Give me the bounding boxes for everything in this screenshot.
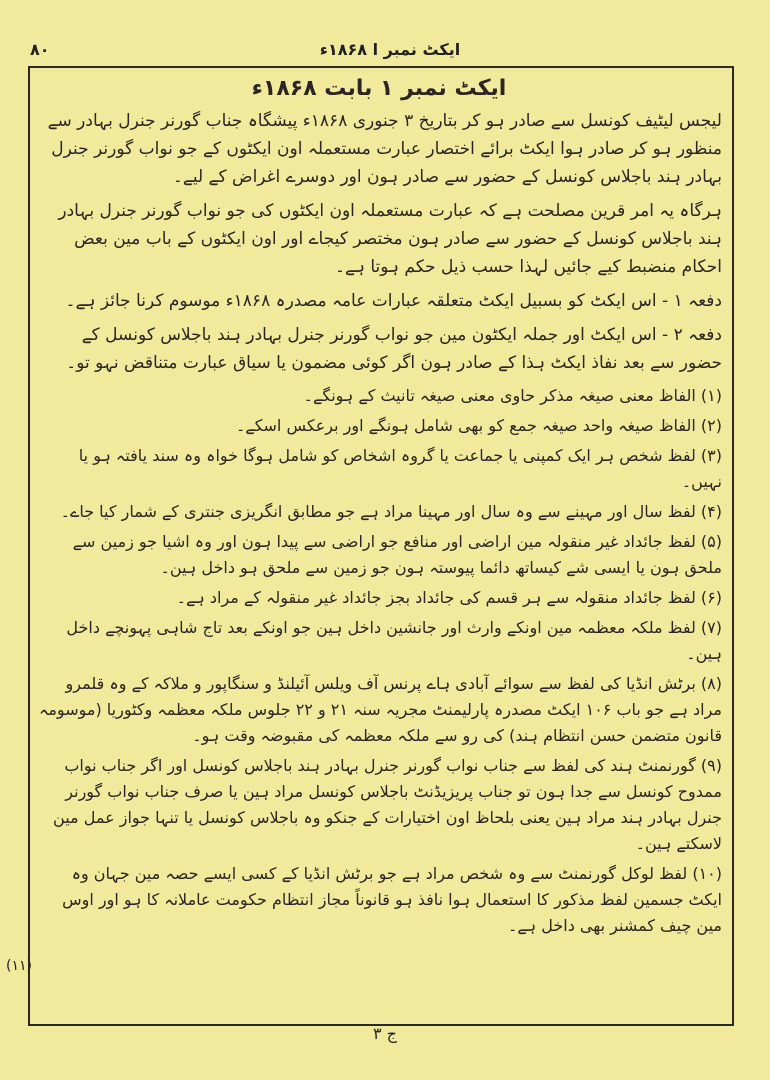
- document-body: [36, 74, 722, 1012]
- clause-8: (۸) برٹش انڈیا کی لفظ سے سوائے آبادی ہاے پرنس آف ویلس آئیلنڈ و سنگاپور و ملاکہ کے وہ قلمرو مراد ہے جو باب ۱۰۶ ایکٹ مصدرہ پارلیمنٹ مجریہ سنہ ۲۱ و ۲۲ جلوس ملکہ معظمہ وکٹوریا (موسومہ قانون متضمن حسن انتظام ہند) کی رو سے ملکہ معظمہ کی مقبوضہ وقت ہو۔: [38, 674, 722, 745]
- clause-7: (۷) لفظ ملکہ معظمہ مین اونکے وارث اور جانشین داخل ہین جو اونکے بعد تاج شاہی پہونچے داخل ہین۔: [66, 618, 722, 663]
- signature-mark: ج ۳: [372, 1024, 397, 1043]
- paragraph-whereas: ہرگاہ یہ امر قرین مصلحت ہے کہ عبارت مستعملہ اون ایکٹوں کی جو نواب گورنر جنرل بہادر ہند باجلاس کونسل کے حضور سے صادر ہون مختصر کیجاے اور اون ایکٹوں کے باب مین بعض احکام منضبط کیے جائیں لہذا حسب ذیل حکم ہوتا ہے۔: [58, 201, 722, 277]
- clause-5: (۵) لفظ جائداد غیر منقولہ مین اراضی اور منافع جو اراضی سے پیدا ہون اور وہ اشیا جو زمین سے ملحق ہون یا ایسی شے کیساتھ دائما پیوستہ ہون جو زمین سے ملحق ہو داخل ہین۔: [72, 532, 722, 577]
- margin-note: (۱۱): [6, 958, 32, 974]
- clause-6: (۶) لفظ جائداد منقولہ سے ہر قسم کی جائداد بجز جائداد غیر منقولہ کے مراد ہے۔: [176, 588, 722, 607]
- document-title: ایکٹ نمبر ۱ بابت ۱۸۶۸ء: [251, 76, 507, 101]
- clause-9: (۹) گورنمنٹ ہند کی لفظ سے جناب نواب گورنر جنرل بہادر ہند باجلاس کونسل اور اگر جناب نواب ممدوح کونسل سے جدا ہون تو جناب پریزیڈنٹ باجلاس کونسل مراد ہین یا صرف جناب نواب گورنر جنرل بہادر ہند مراد ہین یعنی بلحاظ اون اختیارات کے جنکو وہ باجلاس کونسل یا تنہا جواز عمل مین لاسکتے ہین۔: [53, 756, 722, 853]
- running-title: ایکٹ نمبر ا ۱۸۶۸ء: [319, 40, 461, 59]
- section-1: دفعہ ۱ - اس ایکٹ کو بسبیل ایکٹ متعلقہ عبارات عامہ مصدرہ ۱۸۶۸ء موسوم کرنا جائز ہے۔: [65, 291, 722, 311]
- section-2: دفعہ ۲ - اس ایکٹ اور جملہ ایکٹون مین جو نواب گورنر جنرل بہادر ہند باجلاس کونسل کے حضور سے بعد نفاذ ایکٹ ہذا کے صادر ہون اگر کوئی مضمون یا سیاق عبارت متناقض نہو تو۔: [66, 325, 722, 373]
- clause-10: (۱۰) لفظ لوکل گورنمنٹ سے وہ شخص مراد ہے جو برٹش انڈیا کے کسی ایسے حصہ مین جہان وہ ایکٹ جسمین لفظ مذکور کا استعمال ہوا نافذ ہو قانوناً مجاز انتظام حکومت عاملانہ کا ہو اور اوس مین چیف کمشنر بھی داخل ہے۔: [62, 864, 722, 935]
- clause-1: (۱) الفاظ معنی صیغہ مذکر حاوی معنی صیغہ تانیث کے ہونگے۔: [303, 386, 722, 405]
- paragraph-preamble: لیجس لیٹیف کونسل سے صادر ہو کر بتاریخ ۳ جنوری ۱۸۶۸ء پیشگاہ جناب گورنر جنرل بہادر سے منظور ہو کر صادر ہوا ایکٹ برائے اختصار عبارت مستعملہ اون ایکٹوں کے جو نواب گورنر جنرل بہادر ہند باجلاس کونسل کے حضور سے صادر ہون اور دوسرے اغراض کے لیے۔: [47, 111, 722, 187]
- page-header: [20, 40, 760, 66]
- clause-3: (۳) لفظ شخص ہر ایک کمپنی یا جماعت یا گروہ اشخاص کو شامل ہوگا خواہ وہ سند یافتہ ہو یا نہیں۔: [78, 446, 722, 491]
- clause-2: (۲) الفاظ صیغہ واحد صیغہ جمع کو بھی شامل ہونگے اور برعکس اسکے۔: [235, 416, 722, 435]
- page-number: ۸۰: [30, 40, 50, 59]
- clause-4: (۴) لفظ سال اور مہینے سے وہ سال اور مہینا مراد ہے جو مطابق انگریزی جنتری کے شمار کیا جاے۔: [60, 502, 722, 521]
